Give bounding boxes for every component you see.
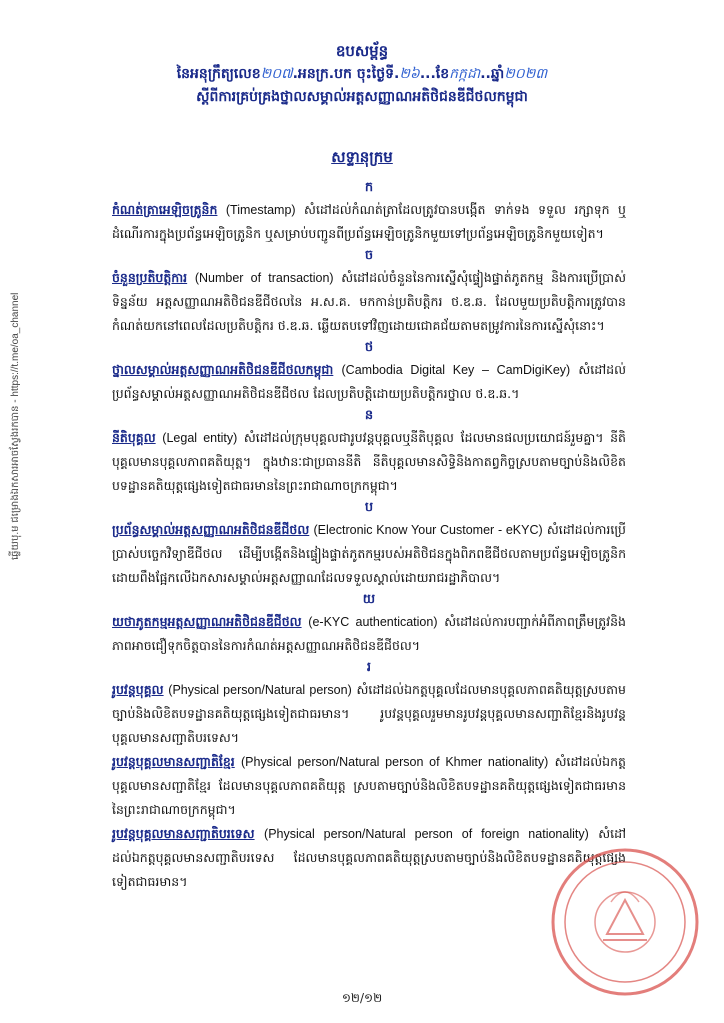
- ref-month-label: ...ខែ: [419, 66, 450, 82]
- entry-term: ថ្នាលសម្គាល់អត្តសញ្ញាណអតិថិជនឌីជីថលកម្ពុជា: [112, 362, 334, 377]
- glossary-content: [112, 178, 626, 894]
- glossary-entry: [112, 358, 626, 406]
- entry-english-term: (Cambodia Digital Key – CamDigiKey): [341, 363, 571, 377]
- glossary-entry: [112, 198, 626, 246]
- official-seal-icon: [545, 842, 705, 1002]
- entry-term: ប្រព័ន្ធសម្គាល់អត្តសញ្ញាណអតិថិជនឌីជីថល: [112, 522, 310, 537]
- entry-english-term: (Physical person/Natural person): [168, 683, 352, 697]
- entry-english-term: (Legal entity): [162, 431, 238, 445]
- sub-decree-reference: [60, 63, 664, 86]
- entry-definition: សំដៅដល់ក្រុមបុគ្គលជារូបវន្តបុគ្គលឬនីតិបុគ្គល ដែលមានផលប្រយោជន៍រួមគ្នា។ នីតិបុគ្គលមានបុគ្គលភាពគតិយុត្ត។ ក្នុងឋានៈជាប្រធាននីតិ នីតិបុគ្គលមានសិទ្ធិនិងកាតព្វកិច្ចស្របតាមច្បាប់និងលិខិតបទដ្ឋានគតិយុត្តផ្សេងទៀតជាធរមាននៃព្រះរាជាណាចក្រកម្ពុជា។: [112, 430, 626, 493]
- glossary-entry: [112, 518, 626, 590]
- annex-title: ឧបសម្ព័ន្ធ: [335, 42, 389, 60]
- section-letter: យ: [362, 592, 376, 607]
- page-number: ១២/១២: [341, 991, 383, 1005]
- ref-year: ២០២៣: [504, 66, 548, 82]
- entry-english-term: (Timestamp): [225, 203, 296, 217]
- ref-year-label: ..ឆ្នាំ: [480, 66, 505, 82]
- section-letter: ថ: [364, 340, 374, 355]
- entry-english-term: (Physical person/Natural person of Khmer nationality): [241, 755, 549, 769]
- glossary-entry: [112, 678, 626, 750]
- entry-definition: សំដៅដល់ចំនួននៃការស្នើសុំផ្ទៀងផ្ទាត់ភូតកម្ម និងការប្រើប្រាស់ទិន្នន័យ អត្តសញ្ញាណអតិថិជនឌីជីថលនៃ អ.ស.គ. មកកាន់ប្រតិបត្តិករ ថ.ឌ.ឆ. ដែលមួយប្រតិបត្តិការត្រូវបានកំណត់យកនៅពេលដែលប្រតិបត្តិករ ថ.ឌ.ឆ. ឆ្លើយតបទៅវិញដោយជោគជ័យតាមតម្រូវការនៃការស្នើសុំនោះ។: [112, 270, 626, 333]
- entry-definition: សំដៅដល់កំណត់ត្រាដែលត្រូវបានបង្កើត ទាក់ទង ទទួល រក្សាទុក ឬដំណើរការក្នុងប្រព័ន្ធអេឡិចត្រូនិក ឬសម្រាប់បញ្ជូនពីប្រព័ន្ធអេឡិចត្រូនិកមួយទៅប្រព័ន្ធអេឡិចត្រូនិកមួយទៀត។: [112, 202, 626, 241]
- glossary-entry: [112, 610, 626, 658]
- glossary-entry: [112, 426, 626, 498]
- entry-english-term: (Number of transaction): [194, 271, 334, 285]
- document-subject: ស្តីពីការគ្រប់គ្រងថ្នាលសម្គាល់អត្តសញ្ញាណអតិថិជនឌីជីថលកម្ពុជា: [196, 89, 528, 105]
- entry-definition: សំដៅដល់ឯកត្តបុគ្គលដែលមានបុគ្គលភាពគតិយុត្តស្របតាមច្បាប់និងលិខិតបទដ្ឋានគតិយុត្តផ្សេងទៀតជាធរមាន។ រូបវន្តបុគ្គលរួមមានរូបវន្តបុគ្គលមានសញ្ជាតិខ្មែរនិងរូបវន្តបុគ្គលមានសញ្ជាតិបរទេស។: [112, 682, 626, 745]
- ref-month: កក្កដា: [449, 66, 481, 82]
- entry-definition: សំដៅដល់ឯកត្តបុគ្គលមានសញ្ជាតិបរទេស ដែលមានបុគ្គលភាពគតិយុត្តស្របតាមច្បាប់និងលិខិតបទដ្ឋានគតិយុត្តផ្សេងទៀតជាធរមាន។: [112, 826, 626, 889]
- glossary-entry: [112, 750, 626, 822]
- section-letter: ន: [364, 408, 374, 423]
- entry-english-term: (Physical person/Natural person of foreign nationality): [264, 827, 589, 841]
- ref-number: ២០៧: [260, 66, 293, 82]
- section-letter: ប: [364, 500, 374, 515]
- ref-day: ២៦: [399, 66, 420, 82]
- glossary-entry: [112, 266, 626, 338]
- ref-middle: .អនក្រ.បក ចុះថ្ងៃទី.: [292, 66, 400, 82]
- entry-term: យថាភូតកម្មអត្តសញ្ញាណអតិថិជនឌីជីថល: [112, 614, 302, 629]
- entry-definition: សំដៅដល់ឯកត្តបុគ្គលមានសញ្ជាតិខ្មែរ ដែលមានបុគ្គលភាពគតិយុត្ត ស្របតាមច្បាប់និងលិខិតបទដ្ឋានគតិយុត្តផ្សេងទៀតជាធរមាននៃព្រះរាជាណាចក្រកម្ពុជា។: [112, 754, 626, 817]
- entry-english-term: (Electronic Know Your Customer - eKYC): [313, 523, 543, 537]
- ref-prefix: នៃអនុក្រឹត្យលេខ: [176, 66, 261, 82]
- section-letter: ច: [364, 248, 374, 263]
- side-watermark-text: ឆ្លើយបុ.ម ជម្រោងឯកសារអាចស្វែងរកបាន - https://t.me/oa_channel: [10, 292, 21, 560]
- entry-term: កំណត់ត្រាអេឡិចត្រូនិក: [112, 202, 218, 217]
- document-header: [60, 40, 664, 109]
- entry-definition: សំដៅដល់ការប្រើប្រាស់បច្ចេកវិទ្យាឌីជីថល ដើម្បីបង្កើតនិងផ្ទៀងផ្ទាត់ភូតកម្មរបស់អតិថិជនក្នុងពិភពឌីជីថលតាមប្រព័ន្ធអេឡិចត្រូនិក ដោយពឹងផ្អែកលើឯកសារសម្គាល់អត្តសញ្ញាណដែលទទួលស្គាល់ដោយរាជរដ្ឋាភិបាល។: [112, 522, 626, 585]
- entry-definition: សំដៅដល់ប្រព័ន្ធសម្គាល់អត្តសញ្ញាណអតិថិជនឌីជីថល ដែលប្រតិបត្តិដោយប្រតិបត្តិករថ្នាល ថ.ឌ.ឆ.។: [112, 362, 626, 401]
- entry-english-term: (e-KYC authentication): [308, 615, 438, 629]
- glossary-title: សទ្ទានុក្រម: [331, 148, 393, 166]
- entry-term: រូបវន្តបុគ្គលមានសញ្ជាតិបរទេស: [112, 826, 255, 841]
- section-letter: រ: [366, 660, 372, 675]
- entry-definition: សំដៅដល់ការបញ្ជាក់អំពីភាពត្រឹមត្រូវនិងភាពអាចជឿទុកចិត្តបាននៃការកំណត់អត្តសញ្ញាណអតិថិជនឌីជីថល។: [112, 614, 626, 653]
- entry-term: នីតិបុគ្គល: [112, 430, 156, 445]
- entry-term: ចំនួនប្រតិបត្តិការ: [112, 270, 188, 285]
- section-letter: ក: [364, 180, 374, 195]
- entry-term: រូបវន្តបុគ្គលមានសញ្ជាតិខ្មែរ: [112, 754, 235, 769]
- entry-term: រូបវន្តបុគ្គល: [112, 682, 164, 697]
